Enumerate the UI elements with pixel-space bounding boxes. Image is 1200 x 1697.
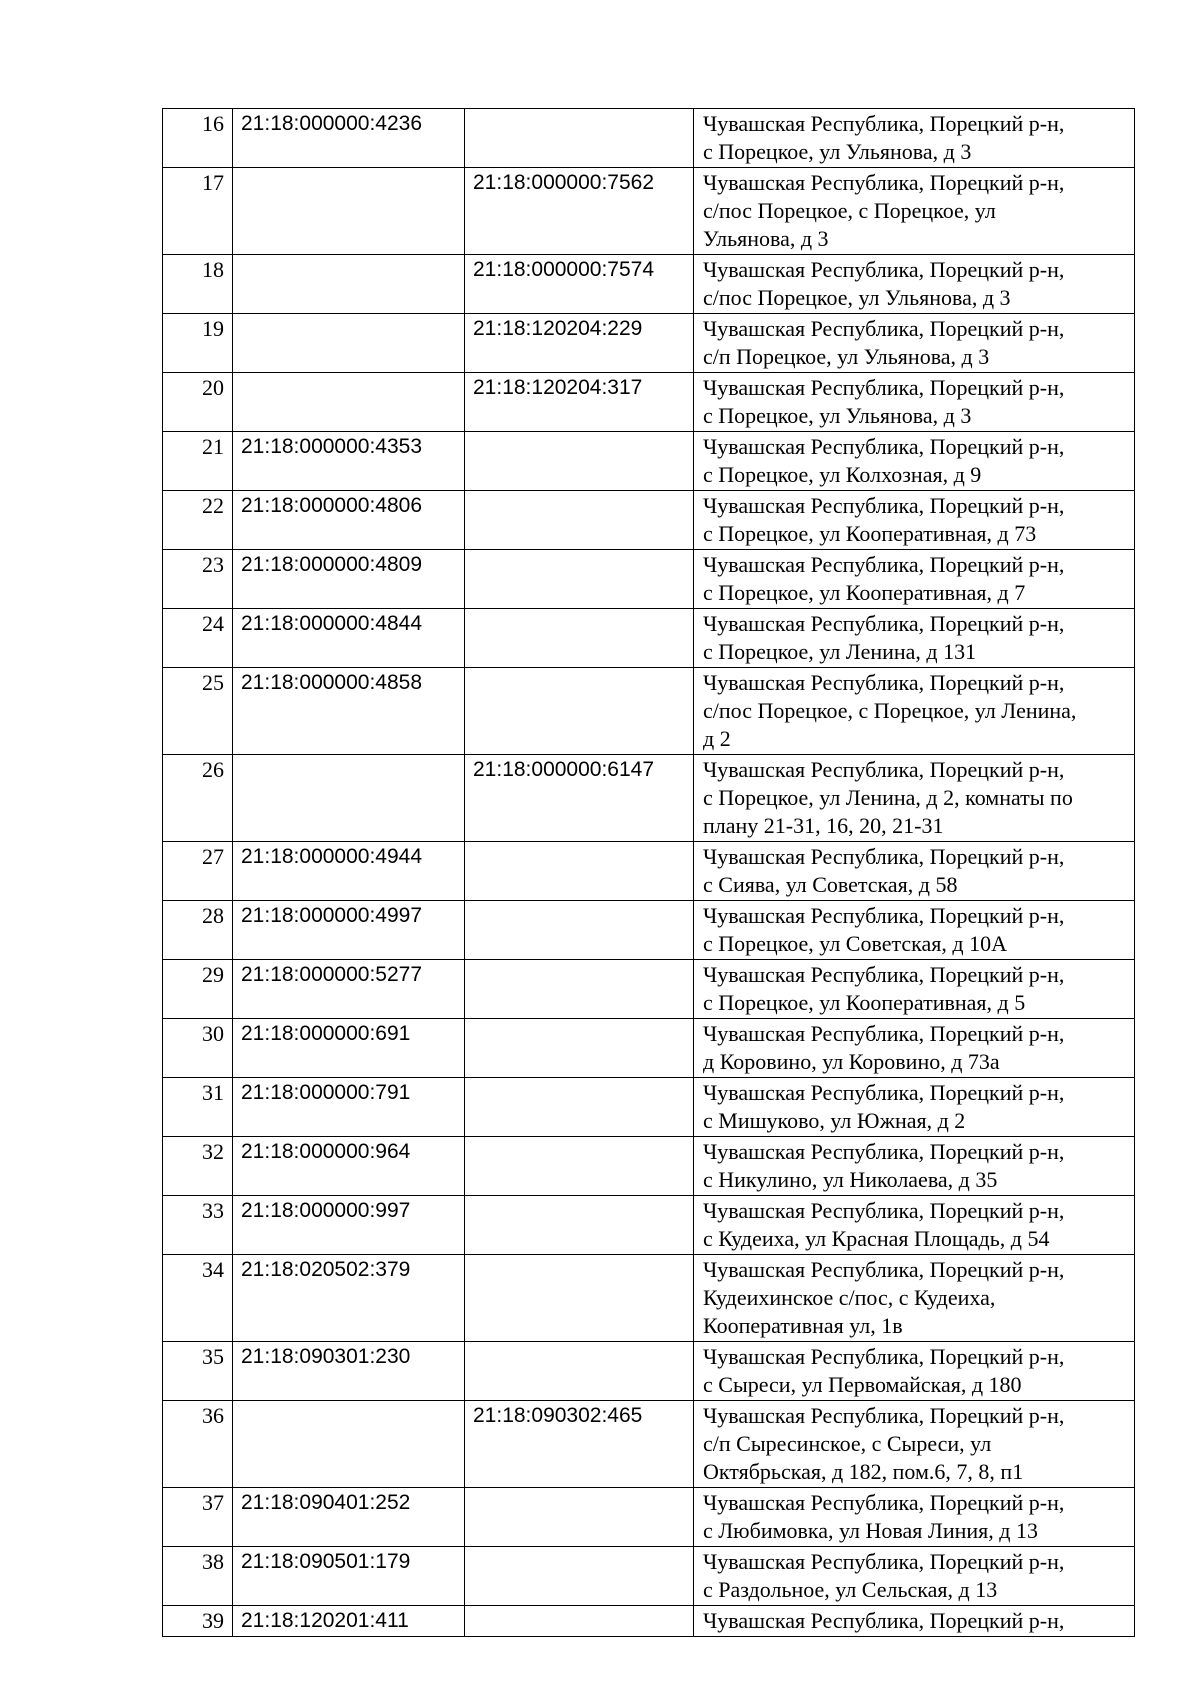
building-cadastral-number: 21:18:000000:7574 bbox=[465, 255, 694, 314]
building-cadastral-number: 21:18:000000:6147 bbox=[465, 755, 694, 842]
address-line: Чувашская Республика, Порецкий р-н, bbox=[703, 434, 1065, 459]
building-cadastral-number bbox=[465, 1137, 694, 1196]
address-cell bbox=[694, 550, 1135, 609]
row-number: 24 bbox=[163, 609, 233, 668]
table-row bbox=[163, 1401, 1135, 1488]
land-cadastral-number: 21:18:000000:5277 bbox=[233, 960, 465, 1019]
address-line: Октябрьская, д 182, пом.6, 7, 8, п1 bbox=[703, 1459, 1024, 1484]
address-line: с Порецкое, ул Ульянова, д 3 bbox=[703, 139, 972, 164]
row-number: 34 bbox=[163, 1255, 233, 1342]
building-cadastral-number bbox=[465, 1342, 694, 1401]
row-number: 39 bbox=[163, 1606, 233, 1637]
address-cell bbox=[694, 1488, 1135, 1547]
address-line: Чувашская Республика, Порецкий р-н, bbox=[703, 757, 1065, 782]
address-line: Чувашская Республика, Порецкий р-н, bbox=[703, 1403, 1065, 1428]
address-line: с Порецкое, ул Ленина, д 131 bbox=[703, 639, 977, 664]
row-number: 26 bbox=[163, 755, 233, 842]
building-cadastral-number: 21:18:120204:229 bbox=[465, 314, 694, 373]
address-cell bbox=[694, 373, 1135, 432]
land-cadastral-number: 21:18:090401:252 bbox=[233, 1488, 465, 1547]
address-line: с Порецкое, ул Советская, д 10А bbox=[703, 931, 1007, 956]
land-cadastral-number: 21:18:090301:230 bbox=[233, 1342, 465, 1401]
address-line: Чувашская Республика, Порецкий р-н, bbox=[703, 903, 1065, 928]
address-line: Чувашская Республика, Порецкий р-н, bbox=[703, 111, 1065, 136]
address-line: Чувашская Республика, Порецкий р-н, bbox=[703, 375, 1065, 400]
land-cadastral-number bbox=[233, 373, 465, 432]
building-cadastral-number bbox=[465, 1255, 694, 1342]
row-number: 33 bbox=[163, 1196, 233, 1255]
address-cell bbox=[694, 1078, 1135, 1137]
building-cadastral-number bbox=[465, 432, 694, 491]
address-cell bbox=[694, 109, 1135, 168]
building-cadastral-number bbox=[465, 609, 694, 668]
land-cadastral-number: 21:18:000000:997 bbox=[233, 1196, 465, 1255]
land-cadastral-number: 21:18:000000:4806 bbox=[233, 491, 465, 550]
address-cell bbox=[694, 168, 1135, 255]
address-line: с/п Порецкое, ул Ульянова, д 3 bbox=[703, 344, 990, 369]
table-row bbox=[163, 255, 1135, 314]
land-cadastral-number: 21:18:000000:964 bbox=[233, 1137, 465, 1196]
table-row bbox=[163, 314, 1135, 373]
address-cell bbox=[694, 1196, 1135, 1255]
building-cadastral-number bbox=[465, 550, 694, 609]
address-line: с Порецкое, ул Ленина, д 2, комнаты по bbox=[703, 785, 1073, 810]
address-line: Чувашская Республика, Порецкий р-н, bbox=[703, 1198, 1065, 1223]
row-number: 31 bbox=[163, 1078, 233, 1137]
row-number: 22 bbox=[163, 491, 233, 550]
table-row bbox=[163, 609, 1135, 668]
address-cell bbox=[694, 255, 1135, 314]
address-cell bbox=[694, 960, 1135, 1019]
row-number: 32 bbox=[163, 1137, 233, 1196]
address-line: Чувашская Республика, Порецкий р-н, bbox=[703, 1257, 1065, 1282]
building-cadastral-number bbox=[465, 901, 694, 960]
land-cadastral-number: 21:18:000000:4858 bbox=[233, 668, 465, 755]
address-cell bbox=[694, 1401, 1135, 1488]
address-line: Чувашская Республика, Порецкий р-н, bbox=[703, 1608, 1065, 1633]
row-number: 30 bbox=[163, 1019, 233, 1078]
address-line: Чувашская Республика, Порецкий р-н, bbox=[703, 493, 1065, 518]
address-cell bbox=[694, 842, 1135, 901]
building-cadastral-number: 21:18:000000:7562 bbox=[465, 168, 694, 255]
address-line: с Сиява, ул Советская, д 58 bbox=[703, 872, 958, 897]
row-number: 27 bbox=[163, 842, 233, 901]
address-line: с Сыреси, ул Первомайская, д 180 bbox=[703, 1372, 1022, 1397]
table-row bbox=[163, 842, 1135, 901]
building-cadastral-number bbox=[465, 1019, 694, 1078]
land-cadastral-number: 21:18:090501:179 bbox=[233, 1547, 465, 1606]
table-row bbox=[163, 109, 1135, 168]
address-line: Ульянова, д 3 bbox=[703, 226, 829, 251]
row-number: 20 bbox=[163, 373, 233, 432]
address-line: с/п Сыресинское, с Сыреси, ул bbox=[703, 1431, 992, 1456]
address-line: Чувашская Республика, Порецкий р-н, bbox=[703, 316, 1065, 341]
building-cadastral-number bbox=[465, 1547, 694, 1606]
address-cell bbox=[694, 491, 1135, 550]
address-line: Кудеихинское с/пос, с Кудеиха, bbox=[703, 1285, 996, 1310]
address-line: с Порецкое, ул Кооперативная, д 7 bbox=[703, 580, 1026, 605]
building-cadastral-number bbox=[465, 842, 694, 901]
building-cadastral-number: 21:18:120204:317 bbox=[465, 373, 694, 432]
table-row bbox=[163, 1078, 1135, 1137]
row-number: 18 bbox=[163, 255, 233, 314]
table-row bbox=[163, 550, 1135, 609]
row-number: 29 bbox=[163, 960, 233, 1019]
address-line: Чувашская Республика, Порецкий р-н, bbox=[703, 170, 1065, 195]
row-number: 21 bbox=[163, 432, 233, 491]
address-line: с Порецкое, ул Кооперативная, д 73 bbox=[703, 521, 1037, 546]
row-number: 17 bbox=[163, 168, 233, 255]
row-number: 16 bbox=[163, 109, 233, 168]
land-cadastral-number: 21:18:000000:4944 bbox=[233, 842, 465, 901]
address-line: Чувашская Республика, Порецкий р-н, bbox=[703, 552, 1065, 577]
address-line: с Раздольное, ул Сельская, д 13 bbox=[703, 1577, 998, 1602]
table-row bbox=[163, 168, 1135, 255]
table-row bbox=[163, 755, 1135, 842]
address-cell bbox=[694, 1547, 1135, 1606]
land-cadastral-number: 21:18:120201:411 bbox=[233, 1606, 465, 1637]
row-number: 37 bbox=[163, 1488, 233, 1547]
address-line: Чувашская Республика, Порецкий р-н, bbox=[703, 1490, 1065, 1515]
building-cadastral-number bbox=[465, 491, 694, 550]
address-cell bbox=[694, 1342, 1135, 1401]
land-cadastral-number bbox=[233, 255, 465, 314]
address-cell bbox=[694, 901, 1135, 960]
land-cadastral-number bbox=[233, 314, 465, 373]
address-cell bbox=[694, 1019, 1135, 1078]
row-number: 23 bbox=[163, 550, 233, 609]
table-row bbox=[163, 1196, 1135, 1255]
address-line: Чувашская Республика, Порецкий р-н, bbox=[703, 257, 1065, 282]
address-cell bbox=[694, 1255, 1135, 1342]
address-cell bbox=[694, 314, 1135, 373]
address-line: с Любимовка, ул Новая Линия, д 13 bbox=[703, 1518, 1038, 1543]
address-line: с/пос Порецкое, с Порецкое, ул Ленина, bbox=[703, 698, 1077, 723]
building-cadastral-number bbox=[465, 668, 694, 755]
table-row bbox=[163, 1019, 1135, 1078]
table-row bbox=[163, 1342, 1135, 1401]
address-line: с Мишуково, ул Южная, д 2 bbox=[703, 1108, 966, 1133]
row-number: 19 bbox=[163, 314, 233, 373]
table-row bbox=[163, 1488, 1135, 1547]
building-cadastral-number bbox=[465, 1488, 694, 1547]
land-cadastral-number: 21:18:000000:4997 bbox=[233, 901, 465, 960]
building-cadastral-number bbox=[465, 109, 694, 168]
address-line: с Порецкое, ул Кооперативная, д 5 bbox=[703, 990, 1026, 1015]
table-row bbox=[163, 1255, 1135, 1342]
address-cell bbox=[694, 668, 1135, 755]
table-row bbox=[163, 960, 1135, 1019]
address-line: Чувашская Республика, Порецкий р-н, bbox=[703, 1021, 1065, 1046]
address-line: с/пос Порецкое, с Порецкое, ул bbox=[703, 198, 996, 223]
row-number: 28 bbox=[163, 901, 233, 960]
row-number: 38 bbox=[163, 1547, 233, 1606]
address-line: с Порецкое, ул Ульянова, д 3 bbox=[703, 403, 972, 428]
building-cadastral-number bbox=[465, 1078, 694, 1137]
row-number: 25 bbox=[163, 668, 233, 755]
address-line: Чувашская Республика, Порецкий р-н, bbox=[703, 844, 1065, 869]
land-cadastral-number: 21:18:000000:4809 bbox=[233, 550, 465, 609]
table-row bbox=[163, 668, 1135, 755]
building-cadastral-number bbox=[465, 1606, 694, 1637]
land-cadastral-number: 21:18:000000:691 bbox=[233, 1019, 465, 1078]
table-row bbox=[163, 1137, 1135, 1196]
land-cadastral-number bbox=[233, 755, 465, 842]
table-row bbox=[163, 373, 1135, 432]
table-row bbox=[163, 1547, 1135, 1606]
address-line: д 2 bbox=[703, 726, 731, 751]
land-cadastral-number: 21:18:020502:379 bbox=[233, 1255, 465, 1342]
address-cell bbox=[694, 1137, 1135, 1196]
row-number: 36 bbox=[163, 1401, 233, 1488]
address-line: Чувашская Республика, Порецкий р-н, bbox=[703, 962, 1065, 987]
address-line: с/пос Порецкое, ул Ульянова, д 3 bbox=[703, 285, 1011, 310]
land-cadastral-number bbox=[233, 168, 465, 255]
address-line: Чувашская Республика, Порецкий р-н, bbox=[703, 611, 1065, 636]
building-cadastral-number bbox=[465, 960, 694, 1019]
address-line: Чувашская Республика, Порецкий р-н, bbox=[703, 1344, 1065, 1369]
address-line: Чувашская Республика, Порецкий р-н, bbox=[703, 670, 1065, 695]
address-line: плану 21-31, 16, 20, 21-31 bbox=[703, 813, 944, 838]
address-line: Кооперативная ул, 1в bbox=[703, 1313, 903, 1338]
table-row bbox=[163, 1606, 1135, 1637]
land-cadastral-number: 21:18:000000:4353 bbox=[233, 432, 465, 491]
address-line: с Никулино, ул Николаева, д 35 bbox=[703, 1167, 998, 1192]
building-cadastral-number: 21:18:090302:465 bbox=[465, 1401, 694, 1488]
address-cell bbox=[694, 755, 1135, 842]
address-line: Чувашская Республика, Порецкий р-н, bbox=[703, 1139, 1065, 1164]
table-body bbox=[163, 109, 1135, 1637]
table-row bbox=[163, 901, 1135, 960]
land-cadastral-number bbox=[233, 1401, 465, 1488]
address-line: с Кудеиха, ул Красная Площадь, д 54 bbox=[703, 1226, 1050, 1251]
address-line: Чувашская Республика, Порецкий р-н, bbox=[703, 1549, 1065, 1574]
address-line: д Коровино, ул Коровино, д 73а bbox=[703, 1049, 1000, 1074]
address-line: с Порецкое, ул Колхозная, д 9 bbox=[703, 462, 982, 487]
land-cadastral-number: 21:18:000000:4844 bbox=[233, 609, 465, 668]
land-cadastral-number: 21:18:000000:791 bbox=[233, 1078, 465, 1137]
row-number: 35 bbox=[163, 1342, 233, 1401]
table-row bbox=[163, 491, 1135, 550]
address-cell bbox=[694, 432, 1135, 491]
address-line: Чувашская Республика, Порецкий р-н, bbox=[703, 1080, 1065, 1105]
address-cell bbox=[694, 1606, 1135, 1637]
table-row bbox=[163, 432, 1135, 491]
land-cadastral-number: 21:18:000000:4236 bbox=[233, 109, 465, 168]
address-cell bbox=[694, 609, 1135, 668]
building-cadastral-number bbox=[465, 1196, 694, 1255]
property-table bbox=[162, 108, 1135, 1637]
